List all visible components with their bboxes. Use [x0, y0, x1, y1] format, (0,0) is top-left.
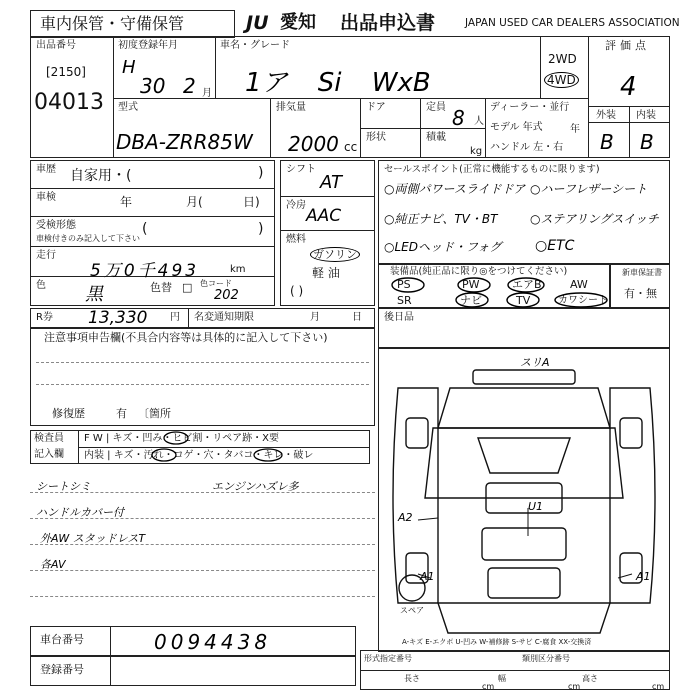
- sales-point-2: ○ハーフレザーシート: [530, 182, 648, 196]
- door-label: ドア: [366, 102, 386, 113]
- after-items-label: 後日品: [384, 312, 414, 323]
- drive-4wd: 4WD: [544, 72, 579, 88]
- displacement-unit: cc: [344, 140, 358, 154]
- equipment-title: 装備品(純正品に限り◎をつけてください): [390, 266, 568, 277]
- fuken-label: 受検形態: [36, 220, 76, 231]
- repair-label: 修復歴: [52, 407, 85, 420]
- tax-notice-day: 日: [352, 312, 362, 323]
- sales-title: セールスポイント(正常に機能するものに限ります): [384, 164, 600, 175]
- model-year-unit: 年: [570, 124, 580, 135]
- sales-point-3: ○純正ナビ、TV・BT: [384, 212, 498, 226]
- note-line-3: 外AW スタッドレスT: [40, 532, 146, 545]
- length-label: 長さ: [404, 674, 420, 683]
- storage-label: 車内保管・守備保管: [40, 14, 185, 33]
- sales-point-5: ○LEDヘッド・フォグ: [384, 240, 502, 254]
- chassis-label: 車台番号: [40, 633, 84, 646]
- reg-era: H: [122, 57, 136, 78]
- diagram-note-left-bottom: A1: [420, 570, 435, 583]
- mileage-label: 走行: [36, 250, 56, 261]
- entry-label: 記入欄: [34, 449, 64, 460]
- shaken-day: 日): [243, 195, 260, 209]
- history-close: ): [258, 165, 264, 181]
- ac-label: 冷房: [286, 200, 306, 211]
- lot-sub: [2150]: [46, 65, 86, 79]
- color-label: 色: [36, 280, 46, 291]
- reg-label: 初度登録年月: [118, 40, 178, 51]
- height-label: 高さ: [582, 674, 598, 683]
- diagram-note-left: A2: [398, 511, 413, 524]
- shaken-label: 車検: [36, 192, 56, 203]
- equip-ps: PS: [397, 278, 411, 291]
- ac-value: AAC: [306, 206, 342, 226]
- inspect-circles: [78, 430, 370, 464]
- load-unit: kg: [470, 146, 483, 157]
- fuken-sub: 車検付きのみ記入して下さい: [36, 234, 140, 243]
- rticket-unit: 円: [170, 312, 180, 323]
- equip-airbag: エアB: [512, 278, 542, 291]
- fuel-label: 燃料: [286, 234, 306, 245]
- interior-row: 内装 | キズ・汚れ・コゲ・穴・タバコ・キレ・破レ: [84, 450, 314, 461]
- shift-value: AT: [320, 172, 342, 193]
- sales-point-6: ○ETC: [535, 238, 575, 254]
- equip-navi: ナビ: [460, 294, 482, 307]
- exterior-label: 外装: [596, 110, 616, 121]
- lot-number: 04013: [34, 90, 104, 115]
- fuel-other: ( ): [290, 284, 304, 298]
- association-name: JAPAN USED CAR DEALERS ASSOCIATION: [465, 17, 680, 29]
- tax-notice-label: 名変通知期限: [194, 312, 254, 323]
- spare-label: スペア: [400, 606, 424, 615]
- note-line-5: エンジンハズレ多: [212, 480, 299, 493]
- equip-aw: AW: [570, 278, 588, 291]
- displacement-label: 排気量: [276, 102, 306, 113]
- reg-month-unit: 月: [202, 88, 212, 99]
- name-label: 車名・グレード: [220, 40, 290, 51]
- reg-number-label: 登録番号: [40, 663, 84, 676]
- after-items-box: [378, 308, 670, 348]
- width-unit: cm: [568, 682, 581, 691]
- inspector-label: 検査員: [34, 433, 64, 444]
- warranty-label: 新車保証書: [622, 268, 662, 277]
- equip-sr: SR: [397, 294, 412, 307]
- note-line-2: ハンドルカバー付: [36, 506, 124, 519]
- fuken-paren-close: ): [258, 221, 264, 237]
- sales-point-1: ○両側パワースライドドア: [384, 182, 526, 196]
- category-label: 類別区分番号: [522, 654, 570, 663]
- model-label: 型式: [118, 102, 138, 113]
- rating-label: 評価点: [605, 39, 650, 52]
- tax-notice-month: 月: [310, 312, 320, 323]
- reg-month: 2: [183, 74, 196, 98]
- damage-legend: A-キズ E-エクボ U-凹み W-補修跡 S-サビ C-腐食 XX-交換済: [402, 638, 592, 646]
- drive-2wd: 2WD: [548, 52, 577, 66]
- capacity-unit: 人: [474, 116, 484, 127]
- fuel-gasoline: ガソリン: [310, 247, 360, 262]
- note-line-4: 各AV: [40, 558, 66, 571]
- dealer-label: ディーラー・並行: [490, 102, 570, 113]
- model-year-label: モデル 年式: [490, 122, 543, 133]
- diagram-note-right-bottom: A1: [636, 570, 651, 583]
- rticket-label: R券: [36, 312, 53, 323]
- repair-place: 〔箇所: [138, 407, 171, 420]
- height-unit: cm: [652, 682, 665, 691]
- diagram-note-top: スリA: [520, 356, 550, 369]
- equip-tv: TV: [516, 294, 531, 307]
- doc-title: 出品申込書: [340, 12, 436, 34]
- length-unit: cm: [482, 682, 495, 691]
- history-value: 自家用・(: [70, 168, 132, 184]
- shaken-month: 月(: [186, 195, 203, 209]
- reg-year: 30: [140, 74, 166, 98]
- logo-text: 愛知: [280, 12, 316, 33]
- note-line-1: シートシミ: [36, 480, 91, 493]
- history-label: 車歴: [36, 164, 56, 175]
- notes-title: 注意事項申告欄(不具合内容等は具体的に記入して下さい): [44, 331, 328, 344]
- fuken-paren: (: [142, 221, 148, 237]
- color-code-label: 色コード: [200, 279, 232, 288]
- equipment-circles: [378, 264, 610, 308]
- model-value: DBA-ZRR85W: [116, 130, 253, 154]
- fuel-diesel: 軽 油: [312, 266, 340, 280]
- lot-label: 出品番号: [36, 40, 76, 51]
- repair-value: 有: [116, 407, 127, 420]
- color-change-box: □: [182, 281, 193, 294]
- mileage-unit: km: [230, 264, 246, 275]
- name-grade-value: 1ア Si WxB: [245, 68, 431, 98]
- capacity-label: 定員: [426, 102, 446, 113]
- rticket-value: 13,330: [88, 308, 148, 328]
- diagram-note-center: U1: [528, 500, 544, 513]
- chassis-value: 0094438: [154, 630, 272, 654]
- mileage-value: 5万0千493: [90, 261, 200, 281]
- capacity-value: 8: [452, 106, 465, 130]
- color-code-value: 202: [214, 288, 239, 303]
- color-value: 黒: [85, 284, 103, 305]
- warranty-value: 有・無: [624, 287, 657, 300]
- model-designation-label: 形式指定番号: [364, 654, 412, 663]
- displacement-value: 2000: [288, 132, 339, 156]
- sales-point-4: ○ステアリングスイッチ: [530, 212, 659, 226]
- color-change-label: 色替: [150, 281, 172, 294]
- equip-leather: カワシート: [558, 295, 608, 306]
- shift-label: シフト: [286, 164, 316, 175]
- shape-label: 形状: [366, 132, 386, 143]
- ju-logo: JU: [246, 12, 269, 34]
- handle-label: ハンドル 左・右: [490, 142, 564, 153]
- rating-value: 4: [620, 72, 637, 102]
- fw-row: F W | キズ・凹み・ヒビ割・リペア跡・X要: [84, 433, 279, 444]
- load-label: 積載: [426, 132, 446, 143]
- interior-label: 内装: [636, 110, 656, 121]
- equip-pw: PW: [462, 278, 480, 291]
- exterior-grade: B: [600, 130, 614, 154]
- shaken-year: 年: [120, 195, 133, 209]
- width-label: 幅: [498, 674, 506, 683]
- interior-grade: B: [640, 130, 654, 154]
